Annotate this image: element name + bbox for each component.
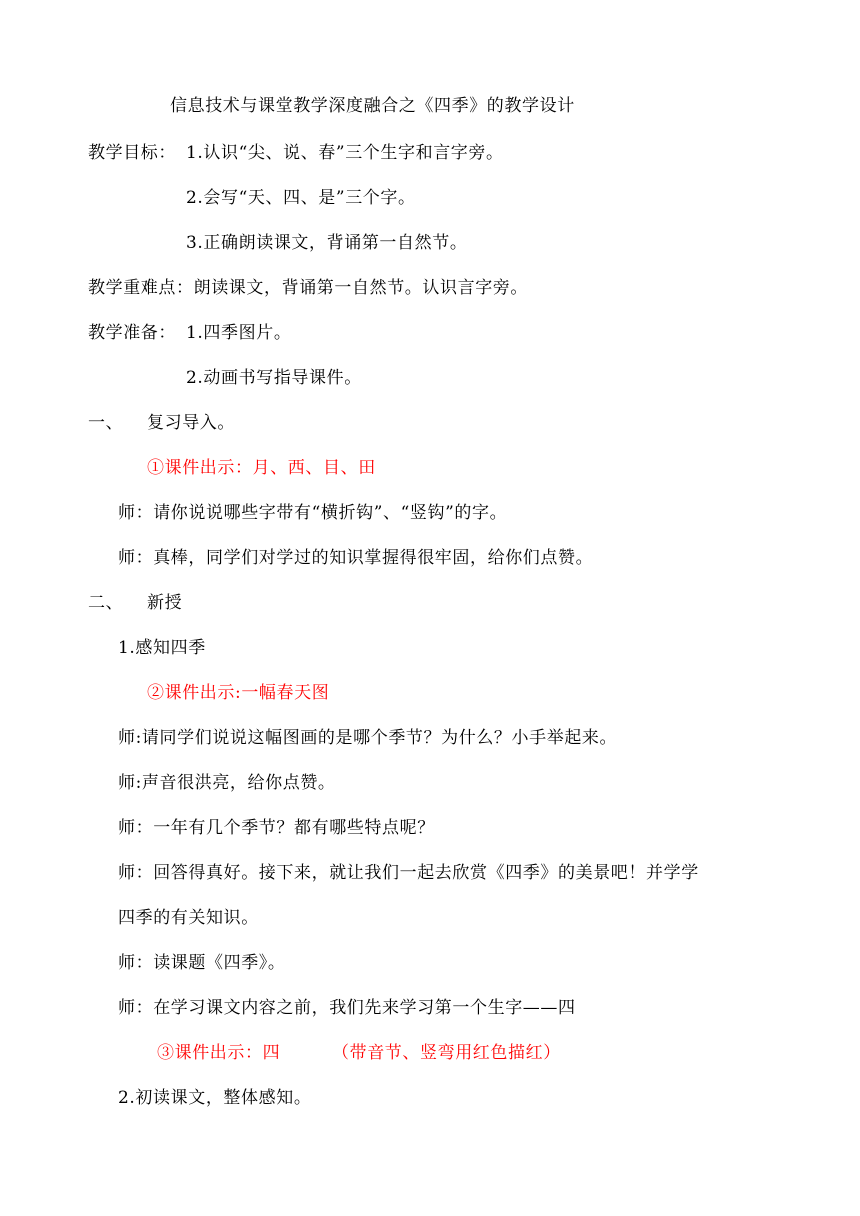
section2-line-3: 师：一年有几个季节？都有哪些特点呢？ [118, 818, 435, 838]
section1-line-2: 师：真棒，同学们对学过的知识掌握得很牢固，给你们点赞。 [118, 548, 594, 568]
section2-number: 二、 [88, 593, 124, 613]
preparation-item-1: 1.四季图片。 [186, 323, 292, 343]
section2-line-2: 师:声音很洪亮，给你点赞。 [118, 773, 336, 793]
objective-item-1: 1.认识“尖、说、春”三个生字和言字旁。 [186, 143, 504, 163]
objectives-label: 教学目标： [88, 143, 176, 163]
section2-line-4: 师：回答得真好。接下来，就让我们一起去欣赏《四季》的美景吧！并学学 [118, 863, 699, 883]
section2-line-1: 师:请同学们说说这幅图画的是哪个季节？为什么？小手举起来。 [118, 728, 618, 748]
key-points: 教学重难点：朗读课文，背诵第一自然节。认识言字旁。 [88, 278, 528, 298]
document-title: 信息技术与课堂教学深度融合之《四季》的教学设计 [170, 96, 575, 116]
section2-line-7: 师：在学习课文内容之前，我们先来学习第一个生字——四 [118, 998, 576, 1018]
section1-title: 复习导入。 [147, 413, 235, 433]
section1-line-1: 师：请你说说哪些字带有“横折钩”、“竖钩”的字。 [118, 503, 508, 523]
section2-line-6: 师：读课题《四季》。 [118, 953, 286, 973]
section2-sub2: 2.初读课文，整体感知。 [118, 1088, 312, 1108]
section2-courseware-2: ②课件出示:一幅春天图 [147, 683, 330, 703]
section2-sub1: 1.感知四季 [118, 638, 206, 658]
objective-item-2: 2.会写“天、四、是”三个字。 [186, 188, 416, 208]
section2-title: 新授 [147, 593, 183, 613]
section2-courseware-3-note: （带音节、竖弯用红色描红） [332, 1043, 561, 1063]
section1-number: 一、 [88, 413, 124, 433]
section2-line-5: 四季的有关知识。 [118, 908, 259, 928]
preparation-item-2: 2.动画书写指导课件。 [186, 368, 362, 388]
section1-courseware: ①课件出示：月、西、目、田 [147, 458, 376, 478]
section2-courseware-3: ③课件出示：四 [157, 1043, 281, 1063]
objective-item-3: 3.正确朗读课文，背诵第一自然节。 [186, 233, 468, 253]
preparation-label: 教学准备： [88, 323, 176, 343]
